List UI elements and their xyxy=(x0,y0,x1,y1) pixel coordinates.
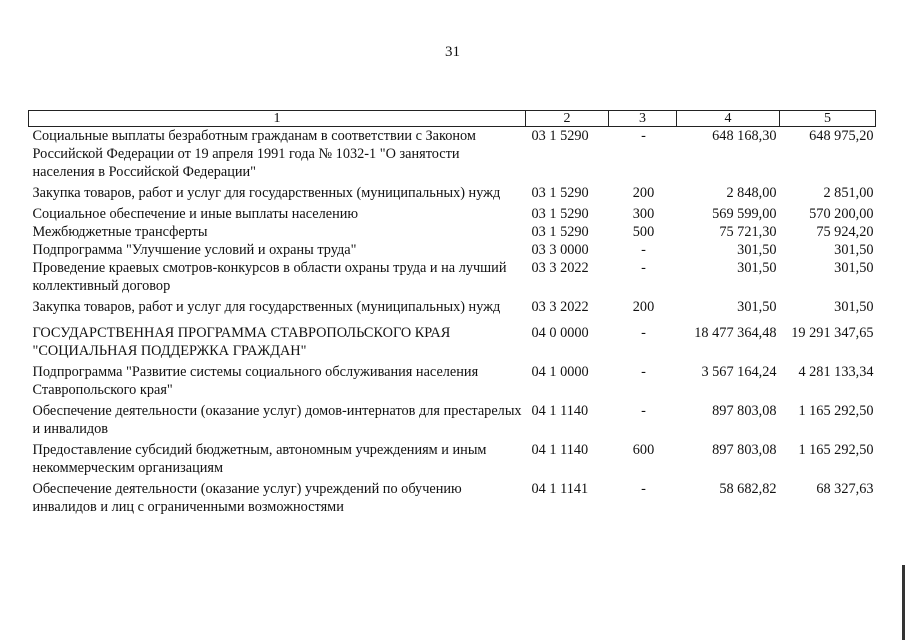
row-value-year1: 18 477 364,48 xyxy=(694,325,777,341)
row-name: Социальное обеспечение и иные выплаты населению xyxy=(32,206,359,222)
row-type: 200 xyxy=(632,299,655,315)
table-row xyxy=(29,316,876,360)
row-code: 03 1 5290 xyxy=(531,128,589,144)
row-value-year1: 897 803,08 xyxy=(712,442,777,458)
row-name: Проведение краевых смотров-конкурсов в области охраны труда и на лучший коллективный договор xyxy=(32,260,507,294)
row-name: Обеспечение деятельности (оказание услуг) учреждений по обучению инвалидов и лиц с ограниченными возможностями xyxy=(32,481,462,515)
row-value-year2: 68 327,63 xyxy=(816,481,874,497)
table-row xyxy=(29,360,876,399)
row-value-year2: 19 291 347,65 xyxy=(791,325,874,341)
column-header-2: 2 xyxy=(526,111,609,127)
row-name: Подпрограмма "Развитие системы социального обслуживания населения Ставропольского края" xyxy=(32,364,479,398)
table-header xyxy=(29,111,876,127)
row-value-year2: 75 924,20 xyxy=(816,224,874,240)
row-type: - xyxy=(641,364,646,380)
row-name: Закупка товаров, работ и услуг для государственных (муниципальных) нужд xyxy=(32,299,501,315)
row-type: - xyxy=(641,403,646,419)
table-body xyxy=(29,127,876,517)
row-name: Предоставление субсидий бюджетным, автономным учреждениям и иным некоммерческим организациям xyxy=(32,442,487,476)
row-type: 500 xyxy=(632,224,655,240)
row-value-year2: 1 165 292,50 xyxy=(798,403,874,419)
table-row xyxy=(29,477,876,516)
row-code: 04 1 1141 xyxy=(531,481,589,497)
row-code: 04 1 1140 xyxy=(531,403,589,419)
row-code: 04 1 0000 xyxy=(531,364,589,380)
row-name: Подпрограмма "Улучшение условий и охраны труда" xyxy=(32,242,357,258)
table-row xyxy=(29,181,876,202)
row-value-year1: 2 848,00 xyxy=(726,185,777,201)
row-type: - xyxy=(641,481,646,497)
row-value-year2: 570 200,00 xyxy=(809,206,874,222)
row-type: 200 xyxy=(632,185,655,201)
row-type: - xyxy=(641,325,646,341)
page-number: 31 xyxy=(445,44,460,60)
table-row xyxy=(29,295,876,316)
row-name: ГОСУДАРСТВЕННАЯ ПРОГРАММА СТАВРОПОЛЬСКОГО КРАЯ "СОЦИАЛЬНАЯ ПОДДЕРЖКА ГРАЖДАН" xyxy=(32,325,451,359)
row-value-year2: 301,50 xyxy=(834,260,874,276)
table-row xyxy=(29,399,876,438)
row-type: - xyxy=(641,242,646,258)
row-name: Социальные выплаты безработным гражданам в соответствии с Законом Российской Федерации от 19 апреля 1991 года № 1032-1 "О занятости населения в Российской Федерации" xyxy=(32,128,476,180)
table-row xyxy=(29,202,876,223)
header-row xyxy=(29,111,876,127)
row-name: Межбюджетные трансферты xyxy=(32,224,208,240)
row-value-year1: 58 682,82 xyxy=(719,481,777,497)
row-name: Обеспечение деятельности (оказание услуг) домов-интернатов для престарелых и инвалидов xyxy=(32,403,522,437)
column-header-3: 3 xyxy=(609,111,677,127)
row-value-year1: 3 567 164,24 xyxy=(701,364,777,380)
column-header-1: 1 xyxy=(29,111,526,127)
row-value-year1: 75 721,30 xyxy=(719,224,777,240)
column-header-5: 5 xyxy=(780,111,876,127)
row-value-year2: 2 851,00 xyxy=(823,185,874,201)
row-code: 04 1 1140 xyxy=(531,442,589,458)
table-row xyxy=(29,241,876,259)
row-code: 03 3 2022 xyxy=(531,260,589,276)
row-value-year1: 897 803,08 xyxy=(712,403,777,419)
row-value-year2: 301,50 xyxy=(834,242,874,258)
row-value-year1: 301,50 xyxy=(737,242,777,258)
row-value-year2: 4 281 133,34 xyxy=(798,364,874,380)
row-code: 03 1 5290 xyxy=(531,224,589,240)
row-value-year1: 301,50 xyxy=(737,260,777,276)
table-row xyxy=(29,438,876,477)
row-type: 300 xyxy=(632,206,655,222)
column-header-4: 4 xyxy=(677,111,780,127)
row-value-year1: 301,50 xyxy=(737,299,777,315)
row-code: 03 1 5290 xyxy=(531,206,589,222)
row-code: 03 1 5290 xyxy=(531,185,589,201)
table-row xyxy=(29,259,876,295)
row-value-year2: 301,50 xyxy=(834,299,874,315)
row-type: - xyxy=(641,260,646,276)
table-row xyxy=(29,127,876,182)
row-code: 03 3 0000 xyxy=(531,242,589,258)
row-name: Закупка товаров, работ и услуг для государственных (муниципальных) нужд xyxy=(32,185,501,201)
table-row xyxy=(29,223,876,241)
row-code: 03 3 2022 xyxy=(531,299,589,315)
budget-table xyxy=(28,110,876,516)
row-code: 04 0 0000 xyxy=(531,325,589,341)
row-value-year1: 569 599,00 xyxy=(712,206,777,222)
row-value-year2: 648 975,20 xyxy=(809,128,874,144)
row-type: 600 xyxy=(632,442,655,458)
row-value-year2: 1 165 292,50 xyxy=(798,442,874,458)
row-type: - xyxy=(641,128,646,144)
row-value-year1: 648 168,30 xyxy=(712,128,777,144)
